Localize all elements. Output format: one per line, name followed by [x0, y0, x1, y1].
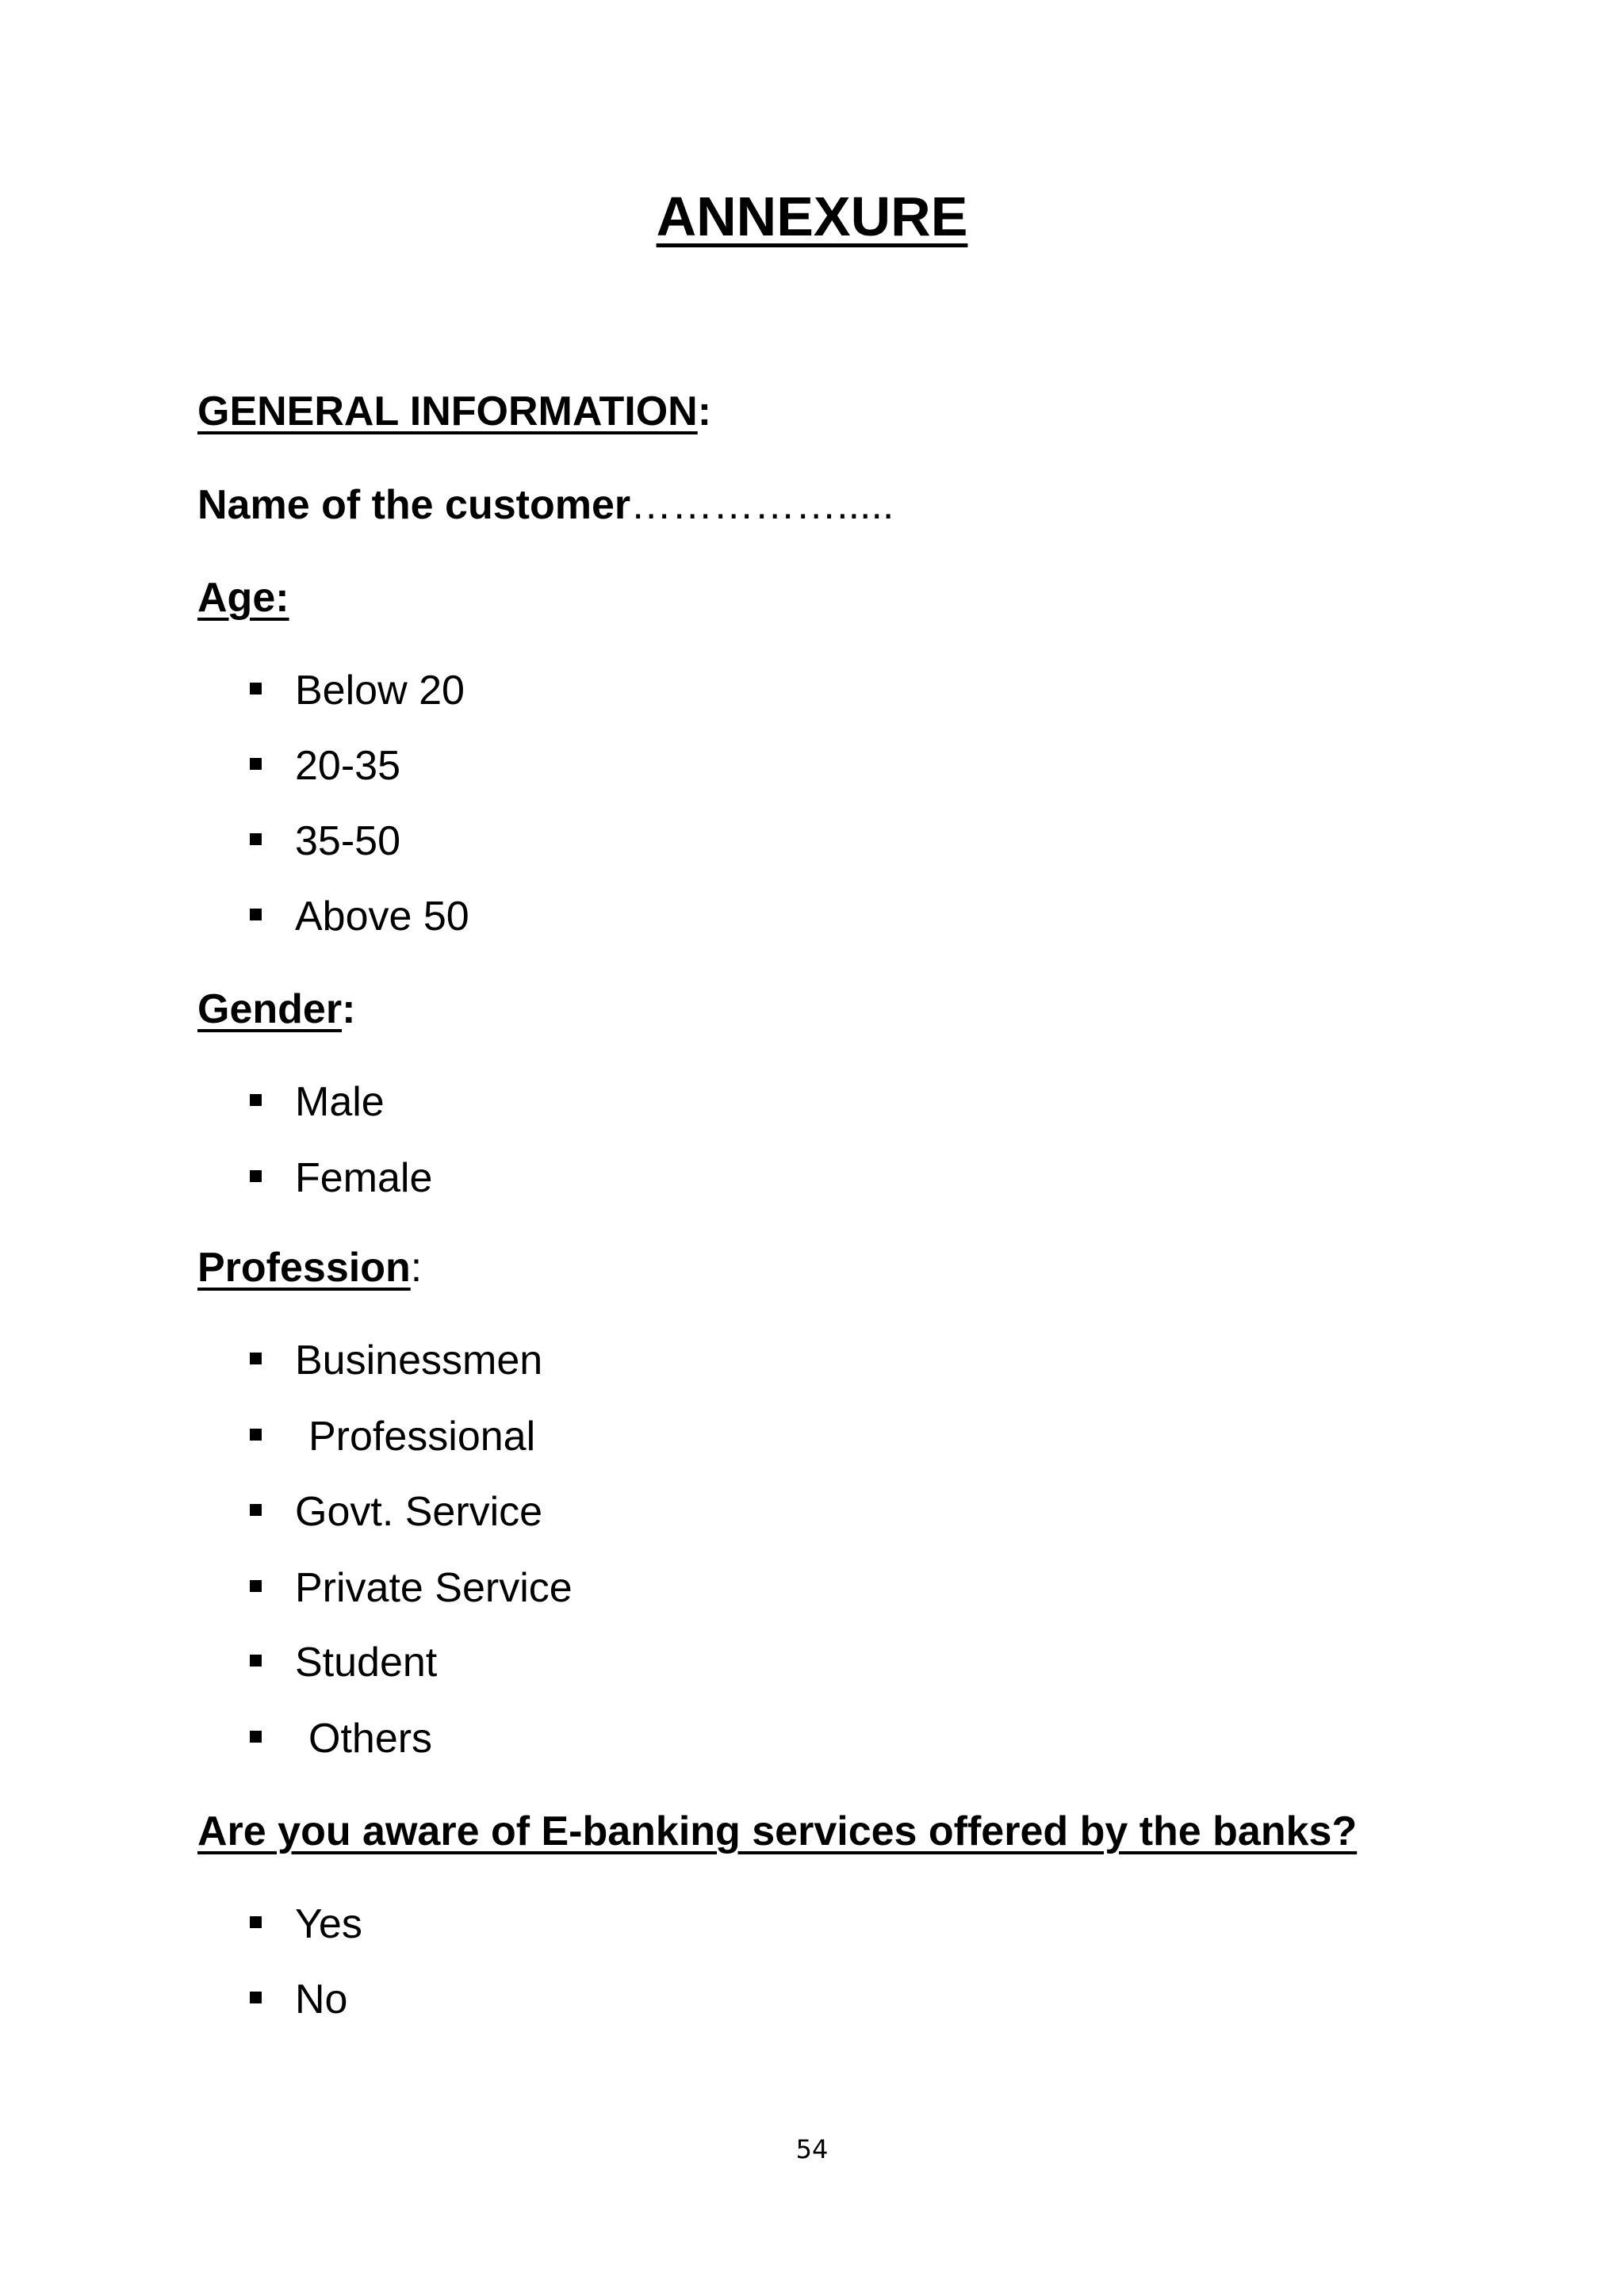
gender-heading: Gender:: [197, 986, 356, 1032]
page-title: ANNEXURE: [656, 186, 968, 247]
age-heading: Age:: [197, 575, 289, 621]
square-bullet-icon: [250, 1580, 262, 1592]
customer-name-line: [197, 484, 894, 526]
customer-name-label: Name of the customer: [197, 482, 631, 528]
square-bullet-icon: [250, 1504, 262, 1516]
page-number: 54: [795, 2134, 829, 2164]
square-bullet-icon: [250, 758, 262, 770]
document-page: ANNEXURE GENERAL INFORMATION: Name of the customer……………..... Age: Below 20 20-35 35-50 Above 50 Gender: Male Female Profession: Businessmen Professional Govt. Service Private Service Student Others Are you aware of E-banking services offered by the banks? Yes No 54: [0, 0, 1624, 2296]
square-bullet-icon: [250, 683, 262, 695]
square-bullet-icon: [250, 1992, 262, 2003]
customer-name-blank: …………….....: [630, 482, 894, 528]
square-bullet-icon: [250, 1170, 262, 1182]
square-bullet-icon: [250, 1353, 262, 1364]
profession-heading: Profession:: [197, 1245, 423, 1291]
general-information-heading: GENERAL INFORMATION:: [197, 388, 712, 434]
square-bullet-icon: [250, 1731, 262, 1743]
square-bullet-icon: [250, 1429, 262, 1441]
square-bullet-icon: [250, 833, 262, 845]
ebanking-awareness-question: Are you aware of E-banking services offered by the banks?: [197, 1808, 1358, 1854]
square-bullet-icon: [250, 909, 262, 920]
square-bullet-icon: [250, 1916, 262, 1928]
square-bullet-icon: [250, 1655, 262, 1667]
square-bullet-icon: [250, 1094, 262, 1106]
